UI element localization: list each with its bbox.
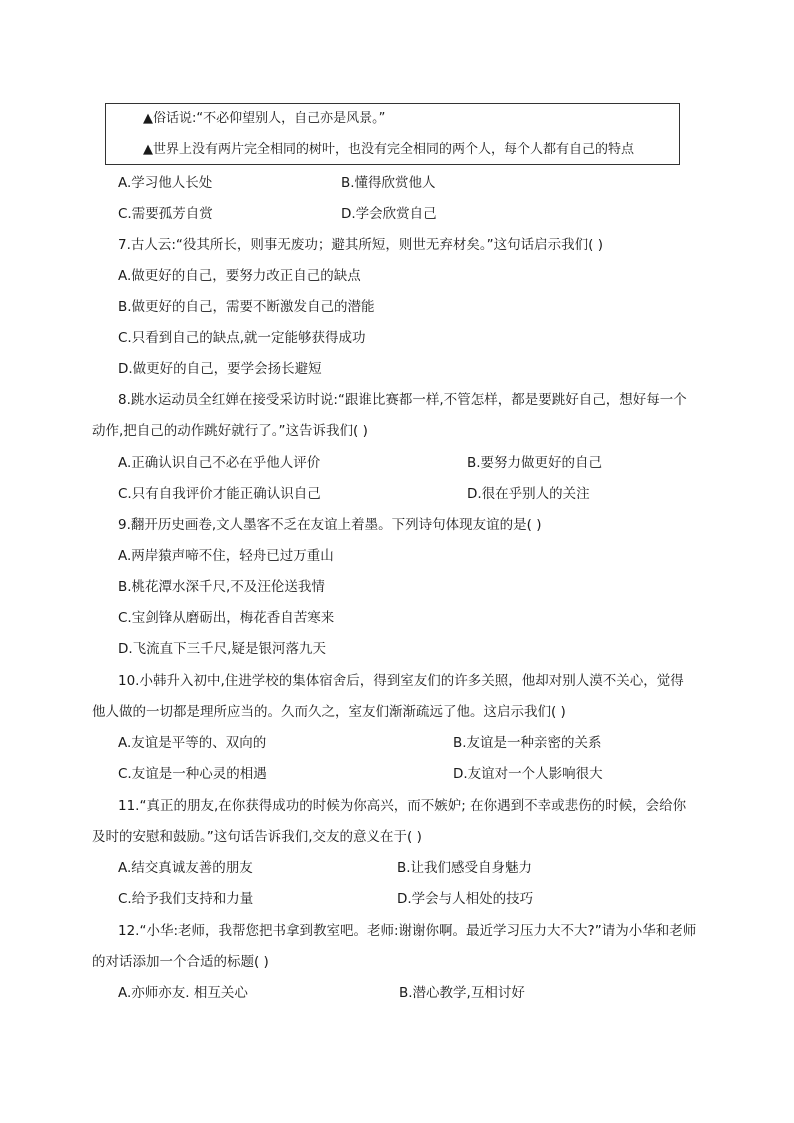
quote-line-1: ▲俗话说:“不必仰望别人，自己亦是风景。” bbox=[143, 111, 386, 126]
q10-option-b: B.友谊是一种亲密的关系 bbox=[453, 735, 602, 751]
q8-option-c: C.只有自我评价才能正确认识自己 bbox=[118, 486, 321, 502]
q8-option-a: A.正确认识自己不必在乎他人评价 bbox=[118, 455, 321, 471]
quote-box bbox=[105, 103, 680, 165]
q11-option-c: C.给予我们支持和力量 bbox=[118, 891, 254, 907]
q7-stem: 7.古人云:“役其所长，则事无废功；避其所短，则世无弃材矣。”这句话启示我们( ) bbox=[118, 237, 603, 253]
q7-option-b: B.做更好的自己，需要不断激发自己的潜能 bbox=[118, 299, 375, 315]
q9-option-a: A.两岸猿声啼不住，轻舟已过万重山 bbox=[118, 548, 334, 564]
q12-option-b: B.潜心教学,互相讨好 bbox=[399, 985, 525, 1001]
q9-option-b: B.桃花潭水深千尺,不及汪伦送我情 bbox=[118, 579, 325, 595]
q12-stem-line-2: 的对话添加一个合适的标题( ) bbox=[92, 954, 269, 970]
q7-option-c: C.只看到自己的缺点,就一定能够获得成功 bbox=[118, 330, 366, 346]
q10-option-d: D.友谊对一个人影响很大 bbox=[453, 766, 603, 782]
q9-stem: 9.翻开历史画卷,文人墨客不乏在友谊上着墨。下列诗句体现友谊的是( ) bbox=[118, 517, 542, 533]
q12-stem-line-1: 12.“小华:老师，我帮您把书拿到教室吧。老师:谢谢你啊。最近学习压力大不大?”请为小华和老师 bbox=[118, 923, 697, 939]
q11-stem-line-1: 11.“真正的朋友,在你获得成功的时候为你高兴，而不嫉妒; 在你遇到不幸或悲伤的时候，会给你 bbox=[118, 798, 687, 814]
q7-option-d: D.做更好的自己，要学会扬长避短 bbox=[118, 361, 322, 377]
q7-option-a: A.做更好的自己，要努力改正自己的缺点 bbox=[118, 268, 361, 284]
q12-option-a: A.亦师亦友. 相互关心 bbox=[118, 985, 248, 1001]
q10-option-a: A.友谊是平等的、双向的 bbox=[118, 735, 267, 751]
q8-stem-line-1: 8.跳水运动员全红婵在接受采访时说:“跟谁比赛都一样,不管怎样，都是要跳好自己，想好每一个 bbox=[118, 392, 687, 408]
q11-option-b: B.让我们感受自身魅力 bbox=[397, 860, 533, 876]
q6-option-b: B.懂得欣赏他人 bbox=[341, 175, 436, 191]
q9-option-d: D.飞流直下三千尺,疑是银河落九天 bbox=[118, 641, 326, 657]
q6-option-a: A.学习他人长处 bbox=[118, 175, 213, 191]
q10-stem-line-2: 他人做的一切都是理所应当的。久而久之，室友们渐渐疏远了他。这启示我们( ) bbox=[92, 704, 566, 720]
q9-option-c: C.宝剑锋从磨砺出，梅花香自苦寒来 bbox=[118, 610, 335, 626]
q8-option-b: B.要努力做更好的自己 bbox=[467, 455, 603, 471]
q10-stem-line-1: 10.小韩升入初中,住进学校的集体宿舍后，得到室友们的许多关照，他却对别人漠不关心，觉得 bbox=[118, 673, 684, 689]
quote-line-2: ▲世界上没有两片完全相同的树叶，也没有完全相同的两个人，每个人都有自己的特点 bbox=[143, 142, 634, 157]
q8-stem-line-2: 动作,把自己的动作跳好就行了。”这告诉我们( ) bbox=[92, 423, 368, 439]
q11-option-d: D.学会与人相处的技巧 bbox=[397, 891, 534, 907]
q11-option-a: A.结交真诚友善的朋友 bbox=[118, 860, 253, 876]
q11-stem-line-2: 及时的安慰和鼓励。”这句话告诉我们,交友的意义在于( ) bbox=[92, 829, 422, 845]
q6-option-c: C.需要孤芳自赏 bbox=[118, 206, 213, 222]
q8-option-d: D.很在乎别人的关注 bbox=[467, 486, 590, 502]
q6-option-d: D.学会欣赏自己 bbox=[341, 206, 437, 222]
q10-option-c: C.友谊是一种心灵的相遇 bbox=[118, 766, 267, 782]
